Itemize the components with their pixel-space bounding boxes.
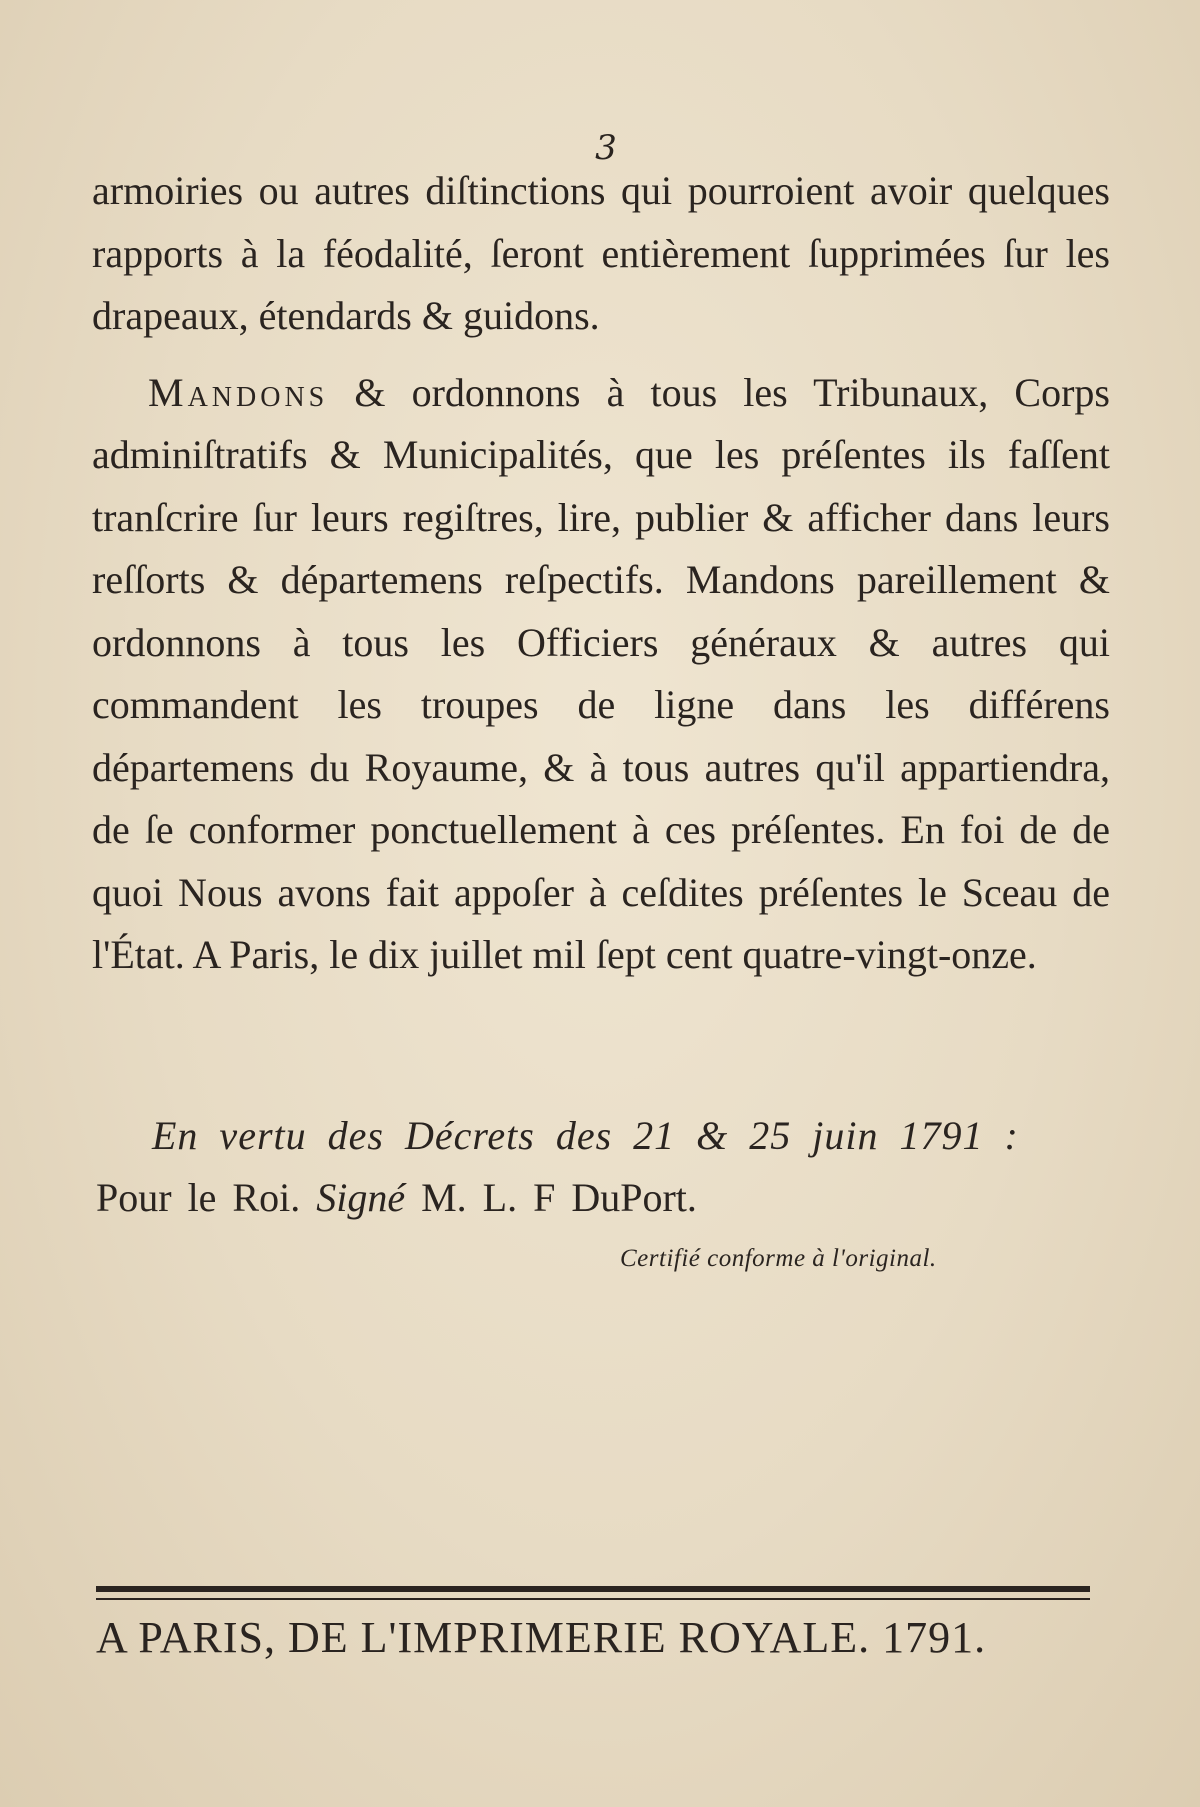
imprint-rule-thick [96, 1586, 1090, 1592]
signe-label: Signé [316, 1175, 406, 1220]
signature-block [96, 1105, 1110, 1229]
paragraph-2-lead-word: Mandons [148, 369, 329, 415]
page-number: 3 [595, 128, 617, 168]
paragraph-1: armoiries ou autres diſtinctions qui pourroient avoir quelques rapports à la féodalité, ſeront entièrement ſupprimées ſur les drapeaux, étendards & guidons. [92, 168, 1110, 338]
body-text [92, 160, 1110, 987]
decree-reference: En vertu des Décrets des 21 & 25 juin 1791 : [152, 1113, 1019, 1158]
certified-note: Certifié conforme à l'original. [620, 1245, 937, 1272]
paragraph-2 [92, 362, 1110, 987]
signature-line [96, 1167, 1110, 1229]
imprint-line: A PARIS, DE L'IMPRIMERIE ROYALE. 1791. [96, 1613, 987, 1662]
signatory-name: M. L. F DuPort. [421, 1175, 697, 1220]
pour-le-roi: Pour le Roi. [96, 1175, 301, 1220]
imprint-rule-thin [96, 1598, 1090, 1600]
paragraph-2-text: & ordonnons à tous les Tribunaux, Corps adminiſtratifs & Municipalités, que les préſentes ils faſſent tranſcrire ſur leurs regiſtres, lire, publier & afficher dans leurs reſſorts & départemens reſpectifs. Mandons pareillement & ordonnons à tous les Officiers généraux & autres qui commandent les troupes de ligne dans les différens départemens du Royaume, & à tous autres qu'il appartiendra, de ſe conformer ponctuellement à ces préſentes. En foi de de quoi Nous avons fait appoſer à ceſdites préſentes le Sceau de l'État. A Paris, le dix juillet mil ſept cent quatre-vingt-onze. [92, 369, 1110, 977]
